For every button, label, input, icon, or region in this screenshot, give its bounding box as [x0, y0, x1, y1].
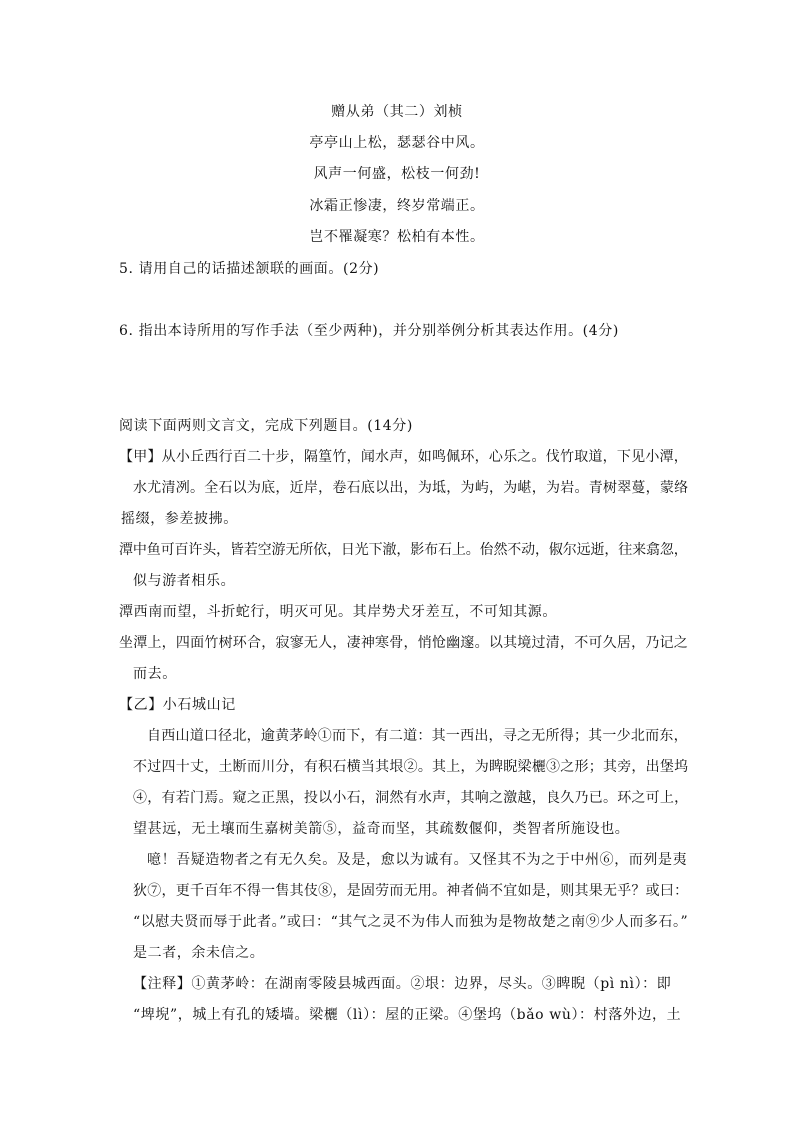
- jia-line-5: 似与游者相乐。: [133, 573, 236, 589]
- yi-line-5: 噫！吾疑造物者之有无久矣。及是，愈以为诚有。又怪其不为之于中州⑥，而列是夷: [147, 852, 688, 868]
- notes-line-2: “埤堄”，城上有孔的矮墙。梁欐（lì）：屋的正梁。④堡坞（bǎo wù）：村落外边，土: [133, 1007, 682, 1023]
- yi-line-8: 是二者，余未信之。: [133, 945, 265, 961]
- jia-line-4: 潭中鱼可百许头，皆若空游无所依，日光下澈，影布石上。佁然不动，俶尔远逝，往来翕忽，: [119, 542, 688, 558]
- reading-intro: 阅读下面两则文言文，完成下列题目。(14分): [119, 418, 413, 434]
- yi-line-6: 狄⑦，更千百年不得一售其伎⑧，是固劳而无用。神者倘不宜如是，则其果无乎？或曰：: [133, 883, 689, 899]
- poem-line-4: 岂不罹凝寒？松柏有本性。: [309, 229, 485, 245]
- jia-line-2: 水尤清冽。全石以为底，近岸，卷石底以出，为坻，为屿，为嵁，为岩。青树翠蔓，蒙络: [133, 480, 689, 496]
- yi-title: 【乙】小石城山记: [119, 697, 236, 713]
- yi-line-2: 不过四十丈，土断而川分，有积石横当其垠②。其上，为睥睨梁欐③之形；其旁，出堡坞: [133, 759, 689, 775]
- jia-line-6: 潭西南而望，斗折蛇行，明灭可见。其岸势犬牙差互，不可知其源。: [119, 604, 557, 620]
- question-5: 5. 请用自己的话描述颔联的画面。(2分): [119, 261, 380, 277]
- poem-line-3: 冰霜正惨凄，终岁常端正。: [309, 198, 485, 214]
- poem-line-1: 亭亭山上松，瑟瑟谷中风。: [309, 135, 485, 151]
- jia-line-8: 而去。: [133, 666, 177, 682]
- jia-line-1: 【甲】从小丘西行百二十步，隔篁竹，闻水声，如鸣佩环，心乐之。伐竹取道，下见小潭，: [119, 449, 688, 465]
- jia-line-3: 摇缀，参差披拂。: [121, 511, 238, 527]
- notes-line-1: 【注释】①黄茅岭：在湖南零陵县城西面。②垠：边界，尽头。③睥睨（pì nì）：即: [133, 976, 672, 992]
- question-6: 6. 指出本诗所用的写作手法（至少两种)，并分别举例分析其表达作用。(4分): [119, 323, 619, 339]
- yi-line-1: 自西山道口径北，逾黄茅岭①而下，有二道：其一西出，寻之无所得；其一少北而东，: [147, 728, 688, 744]
- yi-line-3: ④，有若门焉。窥之正黑，投以小石，洞然有水声，其响之激越，良久乃已。环之可上，: [133, 790, 689, 806]
- poem-title: 赠从弟（其二）刘桢: [331, 104, 463, 120]
- poem-line-2: 风声一何盛，松枝一何劲!: [313, 166, 481, 182]
- yi-line-4: 望甚远，无土壤而生嘉树美箭⑤，益奇而坚，其疏数偃仰，类智者所施设也。: [133, 821, 630, 837]
- yi-line-7: “以慰夫贤而辱于此者。”或曰：“其气之灵不为伟人而独为是物故楚之南⑨少人而多石。”: [133, 914, 689, 930]
- jia-line-7: 坐潭上，四面竹树环合，寂寥无人，凄神寒骨，悄怆幽邃。以其境过清，不可久居，乃记之: [119, 635, 688, 651]
